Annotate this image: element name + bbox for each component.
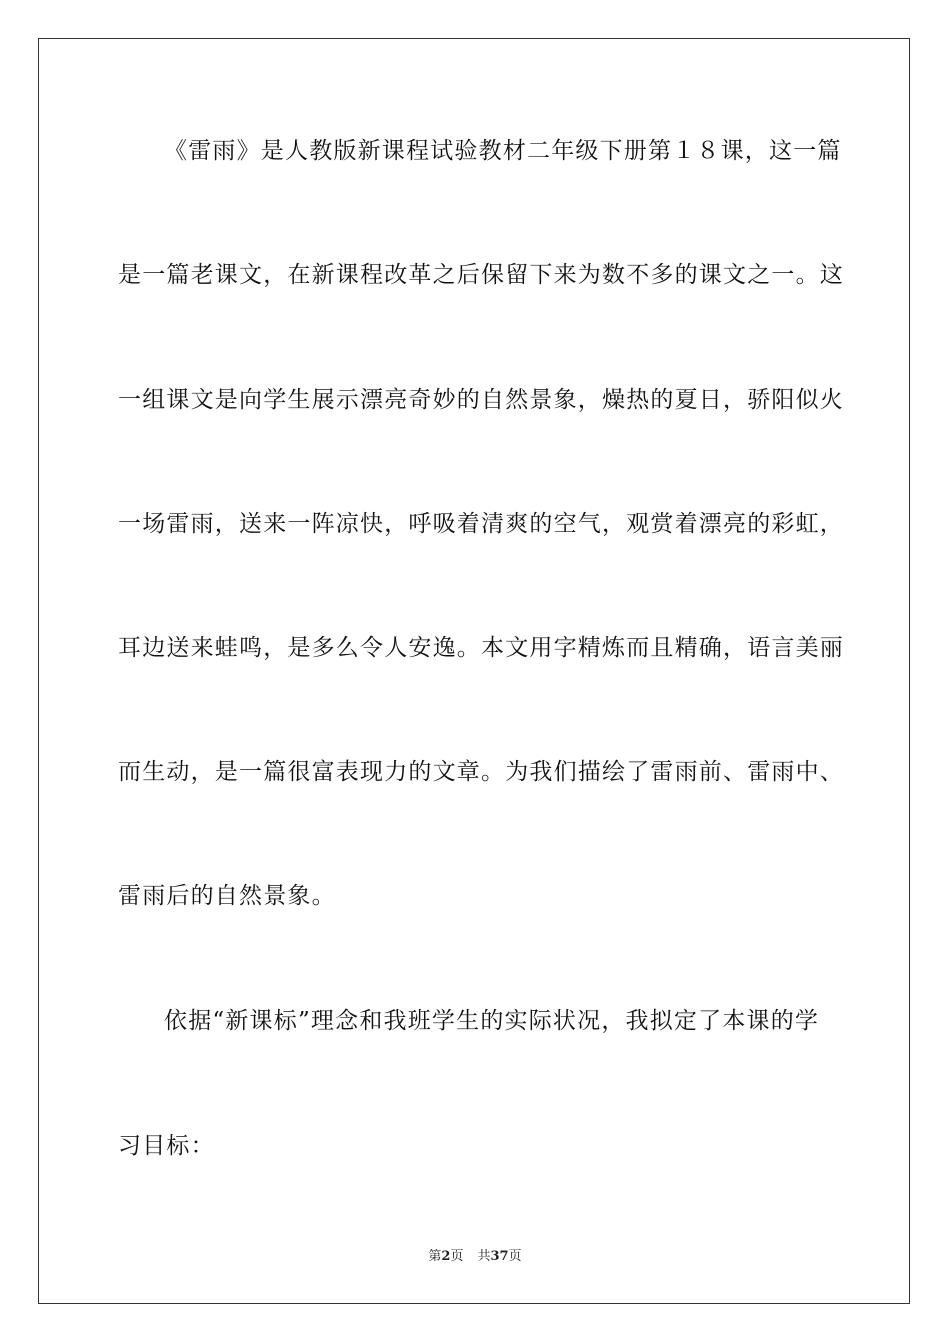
page-border — [38, 38, 910, 1304]
total-prefix: 共 — [477, 1249, 491, 1264]
total-pages: 37 — [490, 1249, 509, 1264]
page-footer — [0, 1245, 950, 1264]
total-suffix: 页 — [508, 1249, 522, 1264]
paragraph-1-line-2: 是一篇老课文，在新课程改革之后保留下来为数不多的课文之一。这 — [118, 262, 844, 288]
paragraph-2-line-1: 依据“新课标”理念和我班学生的实际状况，我拟定了本课的学 — [164, 1008, 820, 1034]
page-prefix: 第 — [428, 1249, 442, 1264]
paragraph-1-line-5: 耳边送来蛙鸣，是多么令人安逸。本文用字精炼而且精确，语言美丽 — [118, 635, 844, 661]
paragraph-1-line-6: 而生动，是一篇很富表现力的文章。为我们描绘了雷雨前、雷雨中、 — [118, 759, 844, 785]
paragraph-1-line-4: 一场雷雨，送来一阵凉快，呼吸着清爽的空气，观赏着漂亮的彩虹， — [118, 511, 844, 537]
paragraph-1-line-7: 雷雨后的自然景象。 — [118, 883, 336, 909]
paragraph-1-line-1: 《雷雨》是人教版新课程试验教材二年级下册第１８课，这一篇 — [164, 138, 842, 164]
page-number: 2 — [441, 1249, 451, 1264]
paragraph-2-line-2: 习目标： — [118, 1133, 215, 1159]
page-suffix: 页 — [450, 1249, 464, 1264]
paragraph-1-line-3: 一组课文是向学生展示漂亮奇妙的自然景象，燥热的夏日，骄阳似火 — [118, 387, 844, 413]
